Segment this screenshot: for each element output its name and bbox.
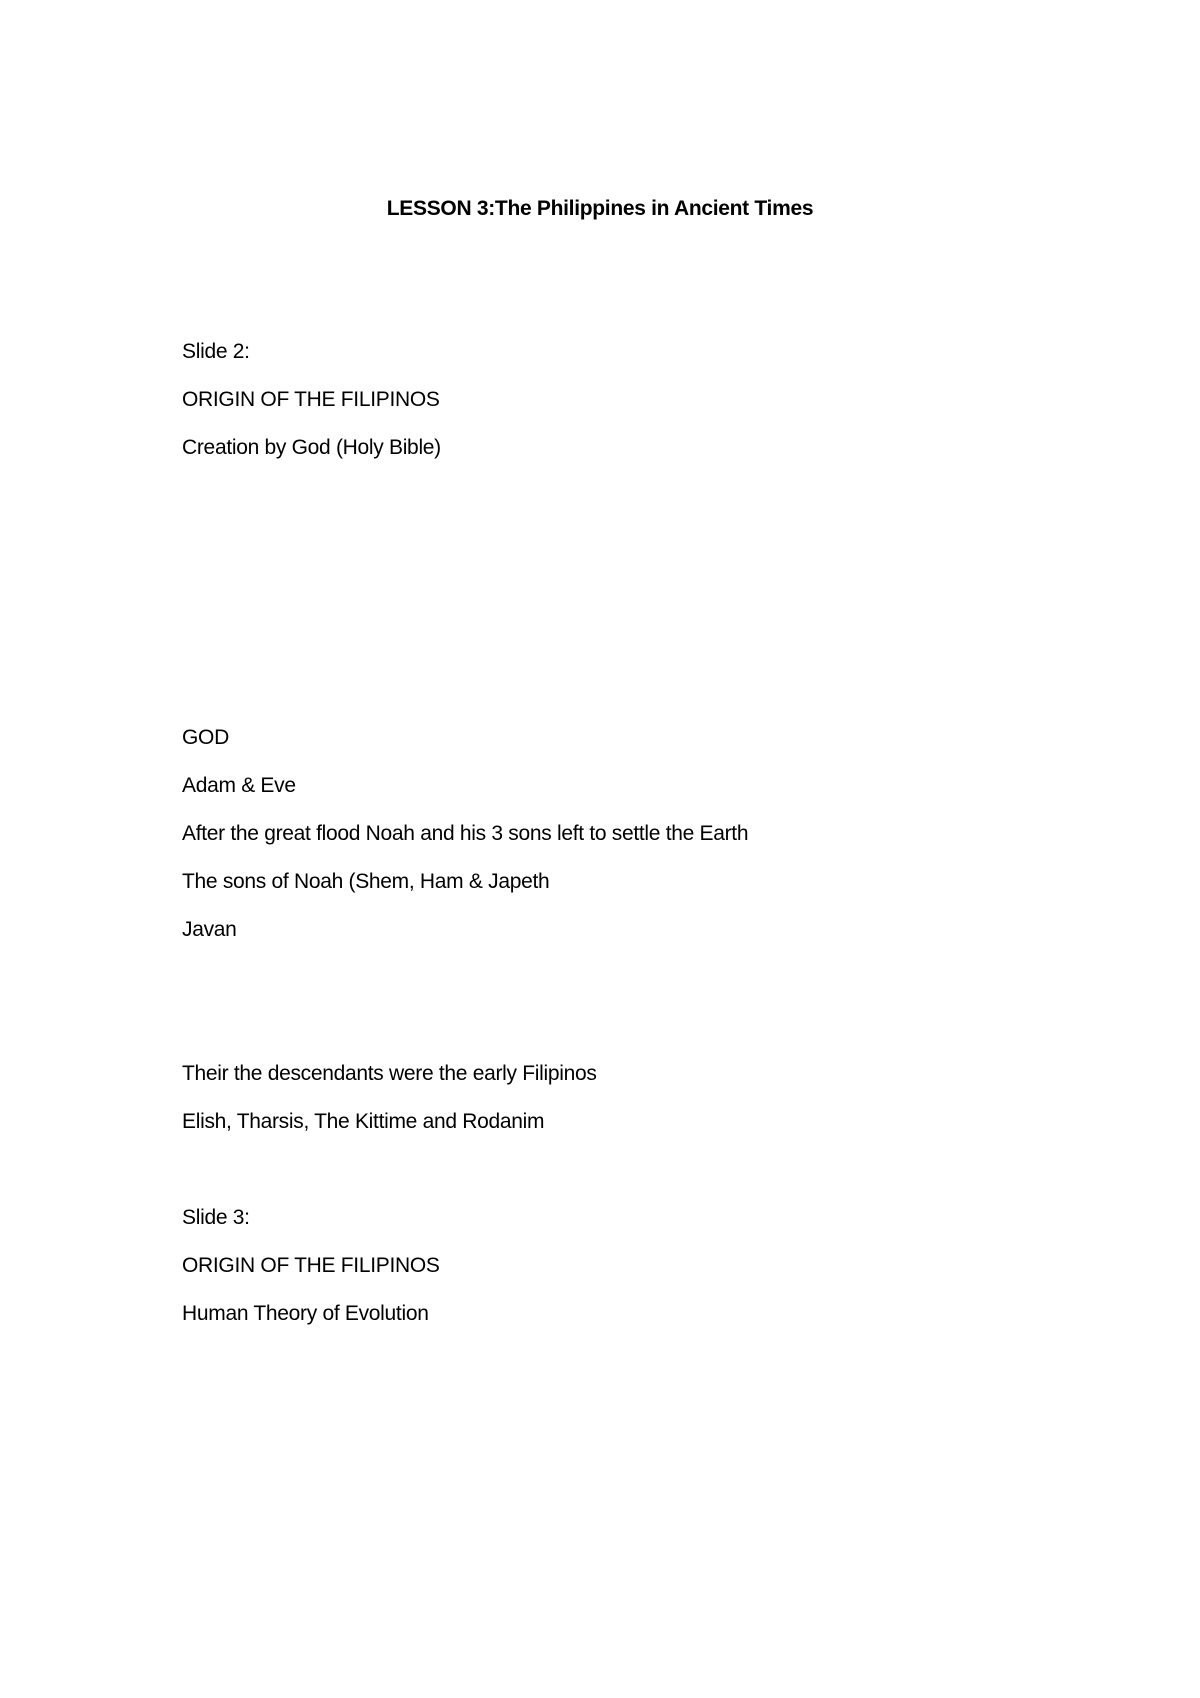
page-title: LESSON 3:The Philippines in Ancient Times (386, 197, 814, 220)
slide2-subtitle: Creation by God (Holy Bible) (182, 436, 441, 459)
slide2-heading: Slide 2: (182, 340, 250, 363)
slide2-topic: ORIGIN OF THE FILIPINOS (182, 388, 440, 411)
slide3-heading: Slide 3: (182, 1206, 250, 1229)
chain-item-sons-of-noah: The sons of Noah (Shem, Ham & Japeth (182, 870, 550, 893)
chain-item-javan: Javan (182, 918, 237, 941)
slide3-topic: ORIGIN OF THE FILIPINOS (182, 1254, 440, 1277)
descendants-line: Their the descendants were the early Filipinos (182, 1062, 597, 1085)
chain-item-god: GOD (182, 726, 229, 749)
chain-item-great-flood: After the great flood Noah and his 3 sons left to settle the Earth (182, 822, 749, 845)
slide3-subtitle: Human Theory of Evolution (182, 1302, 429, 1325)
descendants-names: Elish, Tharsis, The Kittime and Rodanim (182, 1110, 545, 1133)
chain-item-adam-eve: Adam & Eve (182, 774, 296, 797)
